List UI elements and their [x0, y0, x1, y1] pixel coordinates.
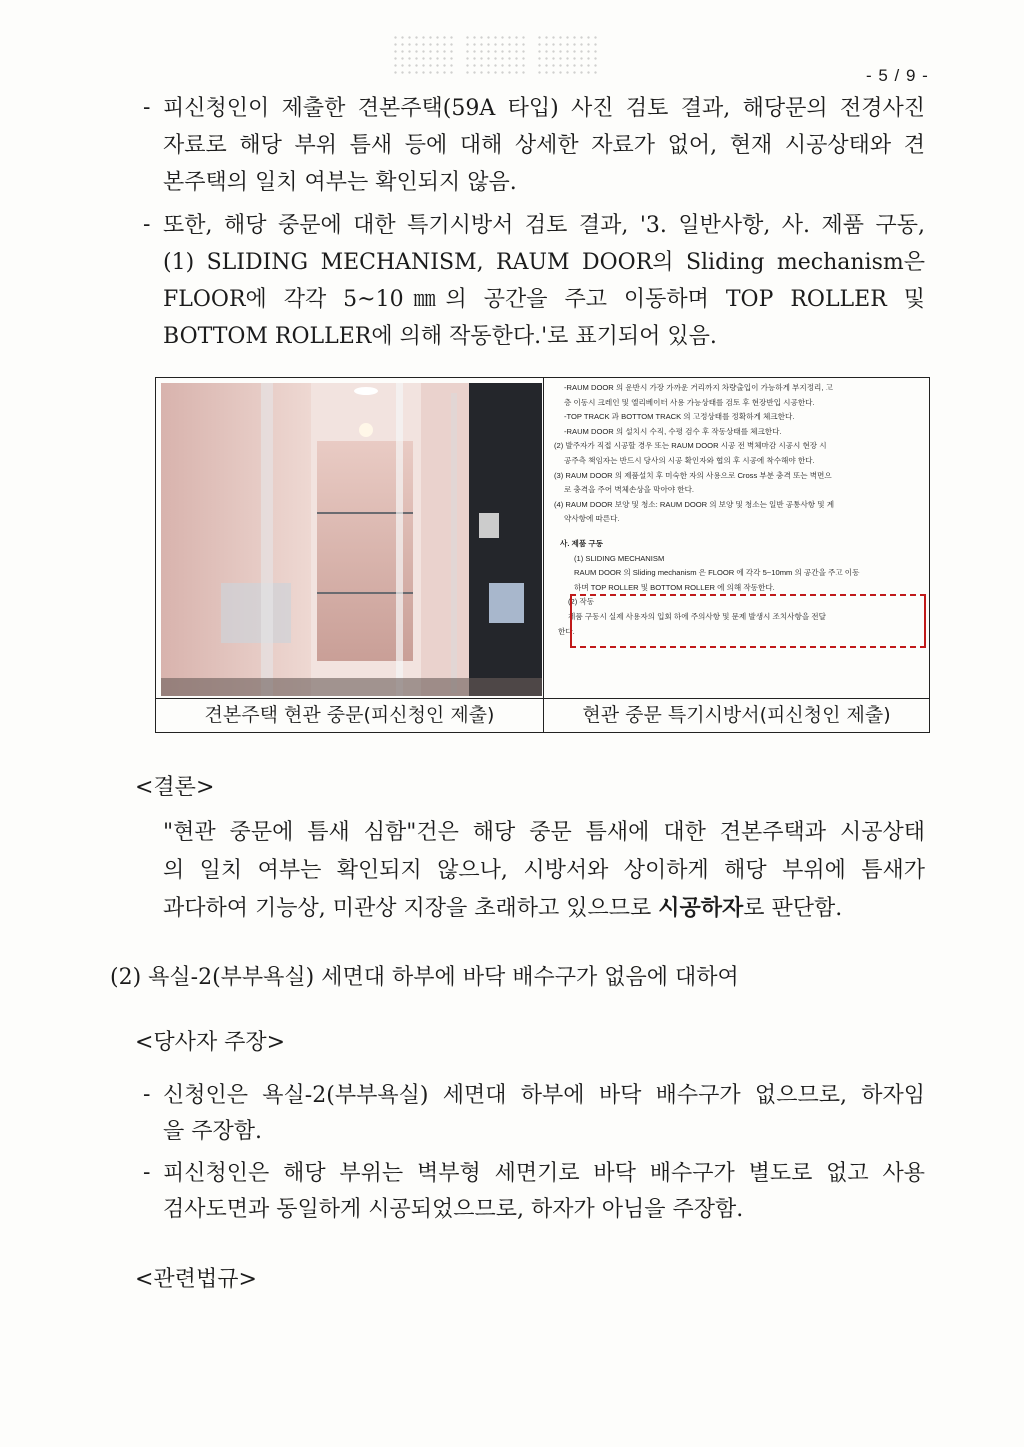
spec-review-line3: FLOOR에 각각 5~10㎜의 공간을 주고 이동하며 TOP ROLLER 및 [163, 287, 925, 312]
spec-review-line2: (1) SLIDING MECHANISM, RAUM DOOR의 Sliding mechanism은 [163, 250, 925, 275]
spec-line: 층 이동시 크레인 및 엘리베이터 사용 가능상태를 검토 후 현장반입 시공한다. [564, 397, 815, 407]
conclusion-line2: 의 일치 여부는 확인되지 않으나, 시방서와 상이하게 해당 부위에 틈새가 [163, 858, 925, 883]
spec-review-line1: 또한, 해당 중문에 대한 특기시방서 검토 결과, '3. 일반사항, 사. 제품 구동, [163, 213, 925, 238]
model-house-door-photo [161, 383, 542, 696]
conclusion-line3: 과다하여 기능상, 미관상 지장을 초래하고 있으므로 시공하자로 판단함. [163, 895, 843, 921]
bullet-dash: - [143, 212, 151, 237]
highlight-box [570, 594, 926, 648]
spec-heading: 사. 제품 구동 [560, 538, 604, 548]
spec-line: -RAUM DOOR 의 운반시 가장 가까운 거리까지 차량출입이 가능하게 부지정리, 고 [564, 383, 833, 392]
spec-line: 한다. [558, 626, 575, 636]
spec-line: 공주측 책임자는 반드시 당사의 시공 확인자와 협의 후 시공에 착수해야 한다. [564, 455, 815, 465]
spec-line: 로 충격을 주어 벽체손상을 막아야 한다. [564, 485, 695, 495]
figure-divider [543, 378, 544, 732]
review-result-line1: 피신청인이 제출한 견본주택(59A 타입) 사진 검토 결과, 해당문의 전경사진 [163, 96, 925, 121]
page-number: - 5 / 9 - [866, 66, 929, 85]
bullet-dash: - [143, 1160, 151, 1185]
claims-heading: <당사자 주장> [135, 1030, 286, 1055]
respondent-claim-line2: 검사도면과 동일하게 시공되었으므로, 하자가 아님을 주장함. [163, 1197, 744, 1222]
spec-line: (4) RAUM DOOR 보양 및 청소: RAUM DOOR 의 보양 및 청소는 일반 공통사항 및 계 [554, 499, 835, 509]
spec-line: -TOP TRACK 과 BOTTOM TRACK 의 고정상태를 정확하게 체크한다. [564, 412, 795, 422]
review-result-line2: 자료로 해당 부위 틈새 등에 대해 상세한 자료가 없어, 현재 시공상태와 견 [163, 133, 925, 158]
spec-box-line: RAUM DOOR 의 Sliding mechanism 은 FLOOR 에 각각 5~10mm 의 공간을 주고 이동 [574, 568, 860, 578]
spec-excerpt [546, 381, 928, 696]
faded-stamp [392, 34, 622, 82]
bullet-dash: - [143, 95, 151, 120]
spec-line: (3) RAUM DOOR 의 제품설치 후 미숙한 자의 사용으로 Cross 부분 충격 또는 벽면으 [554, 470, 832, 480]
review-result-line3: 본주택의 일치 여부는 확인되지 않음. [163, 170, 517, 195]
item2-title: (2) 욕실-2(부부욕실) 세면대 하부에 바닥 배수구가 없음에 대하여 [110, 965, 739, 990]
bullet-dash: - [143, 1082, 151, 1107]
spec-line: -RAUM DOOR 의 설치시 수직, 수평 검수 후 작동상태를 체크한다. [564, 426, 782, 436]
photo-caption: 견본주택 현관 중문(피신청인 제출) [204, 704, 495, 726]
defect-verdict: 시공하자 [658, 895, 744, 921]
claimant-claim-line1: 신청인은 욕실-2(부부욕실) 세면대 하부에 바닥 배수구가 없으므로, 하자임 [163, 1083, 925, 1108]
respondent-claim-line1: 피신청인은 해당 부위는 벽부형 세면기로 바닥 배수구가 별도로 없고 사용 [163, 1161, 925, 1186]
spec-box-line: (1) SLIDING MECHANISM [574, 553, 665, 563]
claimant-claim-line2: 을 주장함. [163, 1119, 262, 1144]
spec-line: (2) 발주자가 직접 시공할 경우 또는 RAUM DOOR 시공 전 벽체마감 시공시 현장 시 [554, 441, 827, 451]
conclusion-heading: <결론> [135, 775, 215, 800]
spec-line: (2) 작동 [568, 597, 595, 607]
conclusion-line1: "현관 중문에 틈새 심함"건은 해당 중문 틈새에 대한 견본주택과 시공상태 [163, 820, 925, 845]
evidence-figure [155, 377, 930, 733]
related-law-heading: <관련법규> [135, 1267, 257, 1292]
spec-review-line4: BOTTOM ROLLER에 의해 작동한다.'로 표기되어 있음. [163, 324, 717, 349]
spec-line: 제품 구동시 실제 사용자의 입회 하에 주의사항 및 문제 발생시 조치사항을 전달 [568, 611, 826, 621]
spec-caption: 현관 중문 특기시방서(피신청인 제출) [582, 704, 891, 726]
spec-line: 약사항에 따른다. [564, 514, 620, 524]
spec-box-line: 하며 TOP ROLLER 및 BOTTOM ROLLER 에 의해 작동한다. [574, 582, 775, 592]
